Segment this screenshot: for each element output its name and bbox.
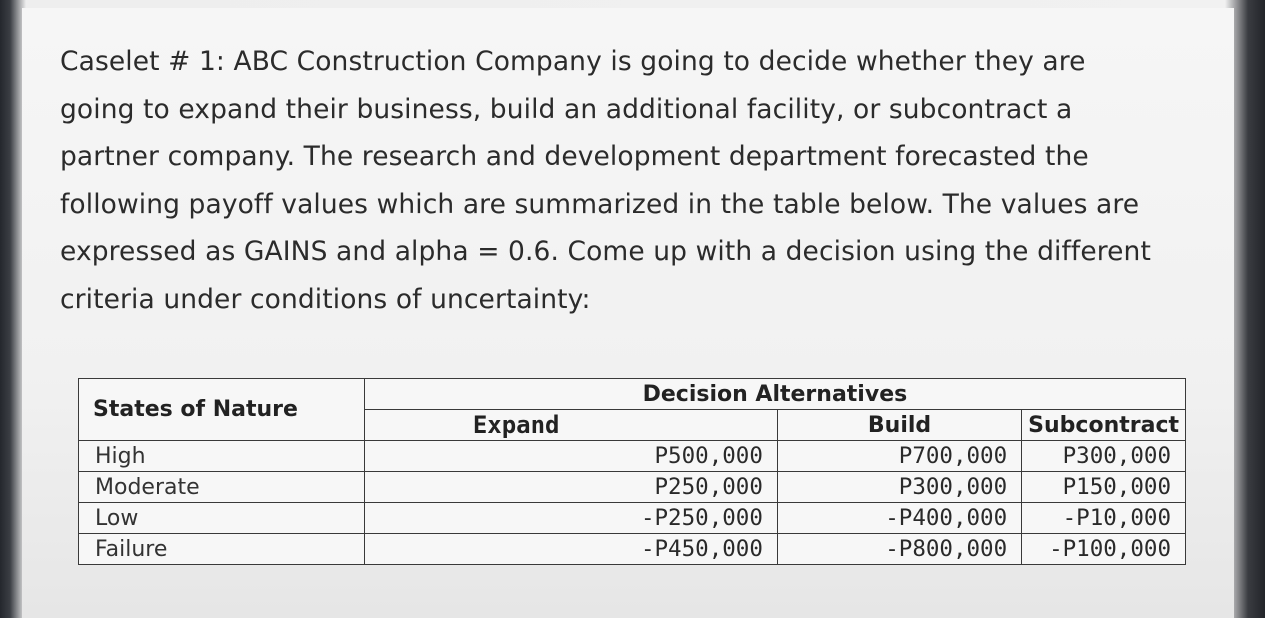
- column-header-subcontract: Subcontract: [1022, 410, 1186, 441]
- payoff-table: [78, 378, 1186, 565]
- decision-alternatives-header: Decision Alternatives: [364, 379, 1185, 410]
- caselet-line: going to expand their business, build an additional facility, or subcontract a: [60, 93, 1073, 125]
- caselet-line: expressed as GAINS and alpha = 0.6. Come up with a decision using the different: [60, 236, 1151, 267]
- table-row: [79, 472, 1186, 503]
- caselet-line: partner company. The research and development department forecasted the: [60, 141, 1089, 172]
- value-cell: -P800,000: [777, 534, 1021, 565]
- value-cell: -P250,000: [364, 503, 777, 534]
- caselet-line: criteria under conditions of uncertainty:: [60, 283, 591, 315]
- value-cell: -P10,000: [1022, 503, 1186, 534]
- value-cell: -P450,000: [364, 534, 777, 565]
- value-cell: -P100,000: [1022, 534, 1186, 565]
- value-cell: P300,000: [1022, 441, 1186, 472]
- table-row: [79, 441, 1186, 472]
- table-row: [79, 534, 1186, 565]
- value-cell: P300,000: [777, 472, 1021, 503]
- column-header-build: Build: [777, 410, 1021, 441]
- table-row: [79, 503, 1186, 534]
- state-cell: Moderate: [79, 472, 365, 503]
- state-cell: Low: [79, 503, 365, 534]
- table-header-row: [79, 379, 1186, 410]
- states-of-nature-header: States of Nature: [79, 379, 365, 441]
- value-cell: -P400,000: [777, 503, 1021, 534]
- column-header-expand: Expand: [364, 410, 777, 441]
- state-cell: Failure: [79, 534, 365, 565]
- value-cell: P500,000: [364, 441, 777, 472]
- value-cell: P250,000: [364, 472, 777, 503]
- value-cell: P700,000: [777, 441, 1021, 472]
- state-cell: High: [79, 441, 365, 472]
- caselet-line: following payoff values which are summarized in the table below. The values are: [60, 188, 1140, 220]
- value-cell: P150,000: [1022, 472, 1186, 503]
- caselet-line: Caselet # 1: ABC Construction Company is going to decide whether they are: [60, 46, 1086, 77]
- caselet-paragraph: [60, 38, 1210, 323]
